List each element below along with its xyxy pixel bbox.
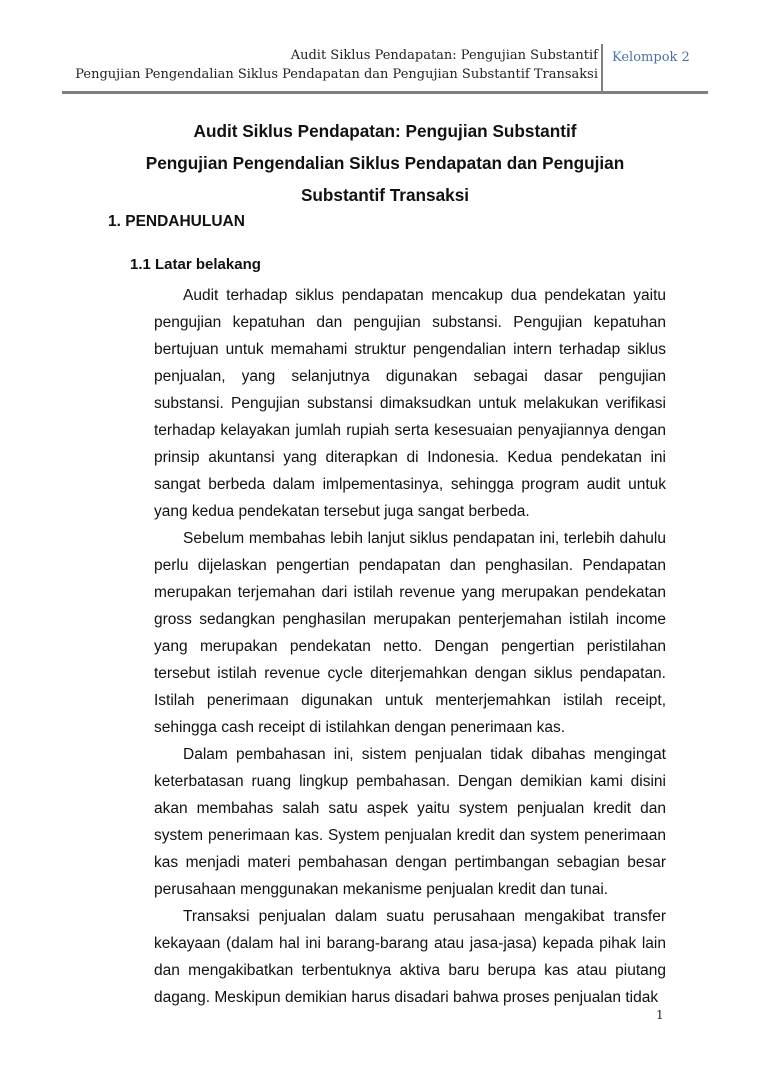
body-text (154, 282, 666, 1011)
paragraph: Sebelum membahas lebih lanjut siklus pendapatan ini, terlebih dahulu perlu dijelaskan pengertian pendapatan dan penghasilan. Pendapatan merupakan terjemahan dari istilah revenue yang merupakan pendekatan gross sedangkan penghasilan merupakan penterjemahan istilah income yang merupakan pendekatan netto. Dengan pengertian peristilahan tersebut istilah revenue cycle diterjemahkan dengan siklus pendapatan. Istilah penerimaan digunakan untuk menterjemahkan istilah receipt, sehingga cash receipt di istilahkan dengan penerimaan kas. (154, 530, 666, 736)
header-running-title (75, 46, 598, 84)
paragraph: Dalam pembahasan ini, sistem penjualan tidak dibahas mengingat keterbatasan ruang lingkup pembahasan. Dengan demikian kami disini akan membahas salah satu aspek yaitu system penjualan kredit dan system penerimaan kas. System penjualan kredit dan system penerimaan kas menjadi materi pembahasan dengan pertimbangan sebagian besar perusahaan menggunakan mekanisme penjualan kredit dan tunai. (154, 746, 666, 898)
header-group-label: Kelompok 2 (612, 50, 690, 65)
header-title-line1: Audit Siklus Pendapatan: Pengujian Substantif (290, 48, 598, 63)
paragraph: Audit terhadap siklus pendapatan mencakup dua pendekatan yaitu pengujian kepatuhan dan pengujian substansi. Pengujian kepatuhan bertujuan untuk memahami struktur pengendalian intern terhadap siklus penjualan, yang selanjutnya digunakan sebagai dasar pengujian substansi. Pengujian substansi dimaksudkan untuk melakukan verifikasi terhadap kelayakan jumlah rupiah serta kesesuaian penyajiannya dengan prinsip akuntansi yang diterapkan di Indonesia. Kedua pendekatan ini sangat berbeda dalam imlpementasinya, sehingga program audit untuk yang kedua pendekatan tersebut juga sangat berbeda. (154, 287, 666, 520)
header-divider (601, 44, 603, 92)
section-heading: 1. PENDAHULUAN (108, 213, 245, 230)
header-title-line2: Pengujian Pengendalian Siklus Pendapatan dan Pengujian Substantif Transaksi (75, 67, 598, 82)
document-title-line1: Audit Siklus Pendapatan: Pengujian Substantif (193, 121, 577, 141)
document-title-line2: Pengujian Pengendalian Siklus Pendapatan dan Pengujian (145, 153, 625, 173)
page-number: 1 (656, 1008, 664, 1022)
page-header (0, 0, 768, 96)
header-rule (62, 91, 708, 94)
subsection-heading: 1.1 Latar belakang (130, 256, 261, 273)
document-title-line3: Substantif Transaksi (300, 185, 470, 205)
paragraph: Transaksi penjualan dalam suatu perusahaan mengakibat transfer kekayaan (dalam hal ini barang-barang atau jasa-jasa) kepada pihak lain dan mengakibatkan terbentuknya aktiva baru berupa kas atau piutang dagang. Meskipun demikian harus disadari bahwa proses penjualan tidak (154, 908, 666, 1006)
